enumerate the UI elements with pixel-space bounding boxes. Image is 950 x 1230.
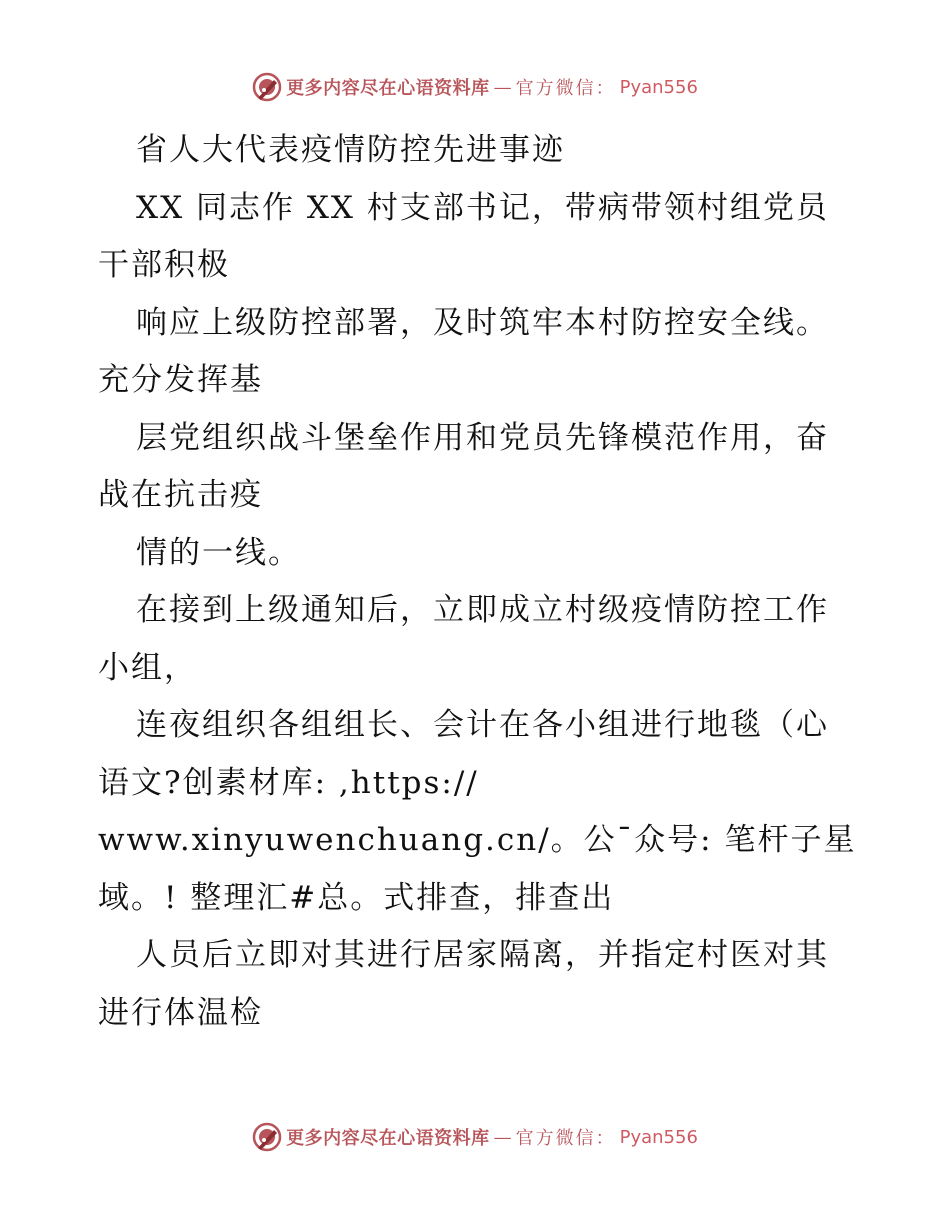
paragraph-line: 响应上级防控部署，及时筑牢本村防控安全线。 [136,304,829,341]
wechat-label: 官方微信： [515,78,616,99]
paragraph-line: www.xinyuwenchuang.cn/。公¯众号: 笔杆子星 [98,822,857,858]
header-banner [0,72,950,102]
wechat-id: Pyan556 [619,76,698,98]
paragraph-line: 层党组织战斗堡垒作用和党员先锋模范作用，奋 [136,419,829,456]
banner-separator: — [493,76,512,98]
document-body [98,122,858,1042]
banner-text: 更多内容尽在心语资料库 [286,78,490,99]
document-title: 省人大代表疫情防控先进事迹 [136,132,565,168]
paragraph-line: 充分发挥基 [98,362,263,398]
paragraph-line: 域。! 整理汇#总。式排查，排查出 [98,879,615,916]
paragraph-line: XX 同志作 XX 村支部书记，带病带领村组党员 [136,189,829,226]
paragraph-line: 情的一线。 [136,534,301,571]
wechat-id: Pyan556 [619,1126,698,1148]
paragraph-line: 语文?创素材库: ,https:// [98,764,479,801]
paragraph-line: 人员后立即对其进行居家隔离，并指定村医对其 [136,937,829,973]
footer-banner [0,1122,950,1152]
paragraph-line: 小组， [98,649,197,686]
paragraph-line: 连夜组织各组组长、会计在各小组进行地毯（心 [136,707,829,743]
paragraph-line: 战在抗击疫 [98,477,263,513]
pen-logo-icon [252,72,282,102]
banner-text: 更多内容尽在心语资料库 [286,1128,490,1149]
pen-logo-icon [252,1122,282,1152]
banner-separator: — [493,1126,512,1148]
paragraph-line: 进行体温检 [98,994,263,1031]
wechat-label: 官方微信： [515,1128,616,1149]
paragraph-line: 在接到上级通知后，立即成立村级疫情防控工作 [136,592,829,628]
paragraph-line: 干部积极 [98,247,230,283]
